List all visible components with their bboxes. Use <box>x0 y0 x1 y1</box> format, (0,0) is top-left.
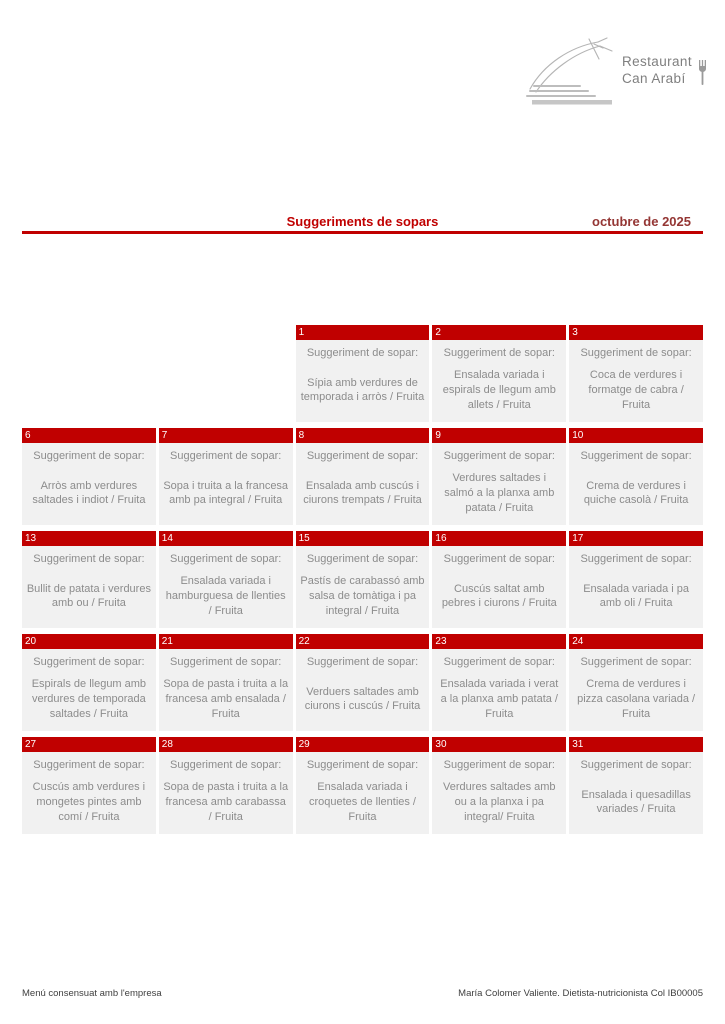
suggestion-label: Suggeriment de sopar: <box>443 347 555 359</box>
menu-text: Cuscús amb verdures i mongetes pintes amb comí / Fruita <box>32 781 146 823</box>
restaurant-logo <box>520 36 707 106</box>
day-cell-body <box>296 546 430 628</box>
menu-text: Verdures saltades amb ou a la planxa i pa integral/ Fruita <box>443 781 556 823</box>
menu-text: Verdures saltades i salmó a la planxa amb patata / Fruita <box>444 472 555 514</box>
menu-text: Ensalada variada i pa amb oli / Fruita <box>583 582 689 610</box>
day-cell-7 <box>159 428 293 525</box>
day-number: 28 <box>159 737 293 752</box>
day-cell-10 <box>569 428 703 525</box>
day-cell-23 <box>432 634 566 731</box>
suggestion-label: Suggeriment de sopar: <box>33 553 145 565</box>
day-cell-body <box>432 752 566 834</box>
title-bar <box>22 213 703 234</box>
day-number: 8 <box>296 428 430 443</box>
menu-text: Cuscús saltat amb pebres i ciurons / Fruita <box>441 582 557 610</box>
suggestion-label: Suggeriment de sopar: <box>443 656 555 668</box>
day-number: 20 <box>22 634 156 649</box>
calendar-grid <box>22 325 703 834</box>
day-number: 14 <box>159 531 293 546</box>
day-number: 16 <box>432 531 566 546</box>
suggestion-label: Suggeriment de sopar: <box>443 553 555 565</box>
day-cell-body <box>159 546 293 628</box>
day-number: 24 <box>569 634 703 649</box>
day-cell-2 <box>432 325 566 422</box>
menu-text: Espirals de llegum amb verdures de temporada saltades / Fruita <box>31 678 147 720</box>
day-number: 23 <box>432 634 566 649</box>
menu-text: Ensalada variada i hamburguesa de llenties / Fruita <box>165 575 286 617</box>
day-cell-body <box>432 546 566 628</box>
suggestion-label: Suggeriment de sopar: <box>170 759 282 771</box>
menu-text: Sopa i truita a la francesa amb pa integral / Fruita <box>163 479 289 507</box>
page-title: Suggeriments de sopars <box>286 214 439 229</box>
suggestion-label: Suggeriment de sopar: <box>580 553 692 565</box>
menu-text: Sopa de pasta i truita a la francesa amb ensalada / Fruita <box>163 678 289 720</box>
day-cell-16 <box>432 531 566 628</box>
day-cell-body <box>159 649 293 731</box>
day-number: 17 <box>569 531 703 546</box>
day-cell-22 <box>296 634 430 731</box>
day-number: 7 <box>159 428 293 443</box>
day-number: 13 <box>22 531 156 546</box>
menu-text: Bullit de patata i verdures amb ou / Fruita <box>26 582 151 610</box>
day-cell-28 <box>159 737 293 834</box>
day-cell-body <box>432 340 566 422</box>
suggestion-label: Suggeriment de sopar: <box>306 759 419 771</box>
day-cell-body <box>296 649 430 731</box>
restaurant-name-line2: Can Arabí <box>621 71 686 86</box>
restaurant-name-line1: Restaurant <box>621 54 692 70</box>
restaurant-name <box>622 54 692 88</box>
day-number: 15 <box>296 531 430 546</box>
day-cell-13 <box>22 531 156 628</box>
menu-text: Ensalada variada i verat a la planxa amb patata / Fruita <box>440 678 559 720</box>
suggestion-label: Suggeriment de sopar: <box>306 347 419 359</box>
menu-text: Ensalada variada i espirals de llegum amb allets / Fruita <box>442 369 556 411</box>
day-cell-body <box>296 340 430 422</box>
day-cell-body <box>569 649 703 731</box>
suggestion-label: Suggeriment de sopar: <box>170 656 282 668</box>
day-cell-body <box>432 443 566 525</box>
fork-icon <box>698 60 707 86</box>
menu-text: Ensalada i quesadillas variades / Fruita <box>581 788 691 816</box>
day-cell-27 <box>22 737 156 834</box>
day-number: 27 <box>22 737 156 752</box>
day-cell-31 <box>569 737 703 834</box>
day-cell-14 <box>159 531 293 628</box>
day-cell-body <box>296 752 430 834</box>
menu-text: Crema de verdures i quiche casolà / Fruita <box>583 479 689 507</box>
suggestion-label: Suggeriment de sopar: <box>580 347 692 359</box>
day-cell-body <box>22 649 156 731</box>
day-number: 10 <box>569 428 703 443</box>
suggestion-label: Suggeriment de sopar: <box>580 759 692 771</box>
suggestion-label: Suggeriment de sopar: <box>170 450 282 462</box>
menu-text: Ensalada amb cuscús i ciurons trempats / Fruita <box>303 479 422 507</box>
month-label: octubre de 2025 <box>592 214 691 229</box>
day-number: 1 <box>296 325 430 340</box>
canopy-sketch-icon <box>520 36 616 106</box>
suggestion-label: Suggeriment de sopar: <box>170 553 282 565</box>
day-cell-body <box>569 340 703 422</box>
footer-left-note: Menú consensuat amb l'empresa <box>22 988 162 999</box>
day-cell-body <box>22 752 156 834</box>
day-number: 30 <box>432 737 566 752</box>
menu-text: Sopa de pasta i truita a la francesa amb carabassa / Fruita <box>163 781 289 823</box>
day-number: 2 <box>432 325 566 340</box>
suggestion-label: Suggeriment de sopar: <box>443 450 555 462</box>
day-cell-17 <box>569 531 703 628</box>
day-cell-24 <box>569 634 703 731</box>
empty-day-cell <box>22 325 156 422</box>
suggestion-label: Suggeriment de sopar: <box>306 656 419 668</box>
day-cell-30 <box>432 737 566 834</box>
menu-text: Arròs amb verdures saltades i indiot / Fruita <box>32 479 146 507</box>
empty-day-cell <box>159 325 293 422</box>
menu-text: Coca de verdures i formatge de cabra / Fruita <box>588 369 684 411</box>
menu-text: Crema de verdures i pizza casolana variada / Fruita <box>577 678 696 720</box>
day-cell-8 <box>296 428 430 525</box>
suggestion-label: Suggeriment de sopar: <box>33 759 145 771</box>
day-cell-3 <box>569 325 703 422</box>
day-cell-body <box>159 443 293 525</box>
day-cell-body <box>569 443 703 525</box>
day-number: 22 <box>296 634 430 649</box>
suggestion-label: Suggeriment de sopar: <box>33 656 145 668</box>
suggestion-label: Suggeriment de sopar: <box>33 450 145 462</box>
day-cell-15 <box>296 531 430 628</box>
day-cell-body <box>569 546 703 628</box>
day-number: 3 <box>569 325 703 340</box>
suggestion-label: Suggeriment de sopar: <box>306 450 419 462</box>
day-cell-21 <box>159 634 293 731</box>
day-number: 21 <box>159 634 293 649</box>
day-cell-1 <box>296 325 430 422</box>
day-number: 6 <box>22 428 156 443</box>
day-cell-body <box>22 546 156 628</box>
suggestion-label: Suggeriment de sopar: <box>580 450 692 462</box>
day-cell-6 <box>22 428 156 525</box>
day-cell-20 <box>22 634 156 731</box>
footer-dietitian-credit: María Colomer Valiente. Dietista-nutricionista Col IB00005 <box>458 988 703 999</box>
day-cell-body <box>569 752 703 834</box>
day-cell-body <box>22 443 156 525</box>
suggestion-label: Suggeriment de sopar: <box>580 656 692 668</box>
day-cell-body <box>432 649 566 731</box>
day-number: 31 <box>569 737 703 752</box>
day-cell-29 <box>296 737 430 834</box>
menu-text: Pastís de carabassó amb salsa de tomàtiga i pa integral / Fruita <box>300 575 425 617</box>
day-cell-9 <box>432 428 566 525</box>
menu-text: Sípia amb verdures de temporada i arròs / Fruita <box>300 376 425 404</box>
day-cell-body <box>296 443 430 525</box>
day-number: 9 <box>432 428 566 443</box>
menu-text: Verduers saltades amb ciurons i cuscús / Fruita <box>304 685 421 713</box>
day-cell-body <box>159 752 293 834</box>
page-footer <box>22 988 703 999</box>
day-number: 29 <box>296 737 430 752</box>
suggestion-label: Suggeriment de sopar: <box>443 759 555 771</box>
suggestion-label: Suggeriment de sopar: <box>306 553 419 565</box>
menu-text: Ensalada variada i croquetes de llenties / Fruita <box>308 781 416 823</box>
